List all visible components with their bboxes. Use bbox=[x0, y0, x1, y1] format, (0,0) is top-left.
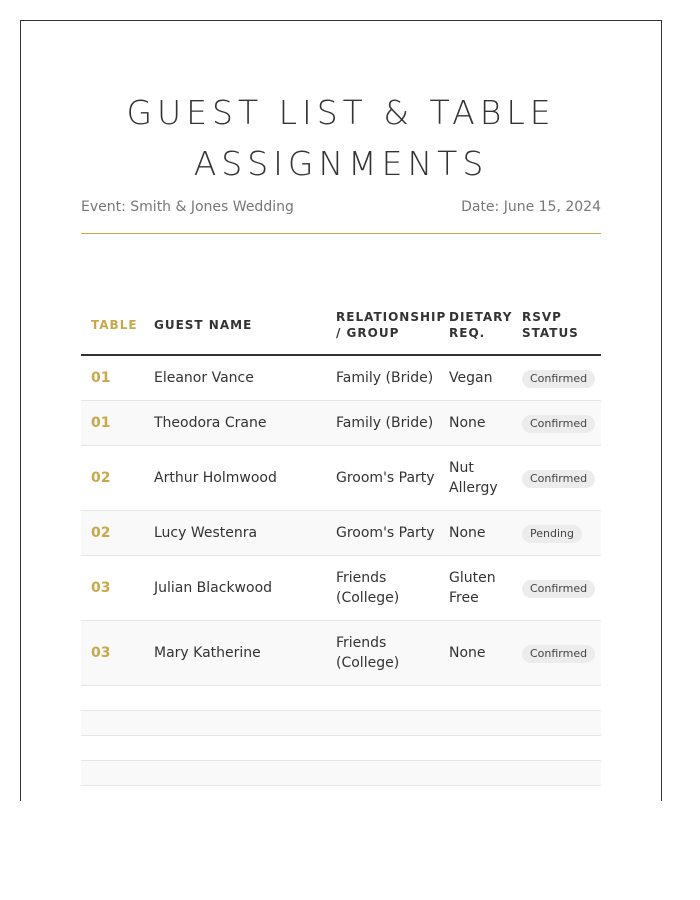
empty-cell bbox=[439, 761, 512, 786]
table-row bbox=[81, 511, 601, 556]
relationship bbox=[326, 401, 439, 446]
rsvp-cell bbox=[512, 355, 601, 401]
table-row bbox=[81, 401, 601, 446]
event-date: Date: June 15, 2024 bbox=[461, 199, 601, 215]
header-relationship bbox=[326, 296, 447, 355]
dietary bbox=[439, 446, 512, 511]
header-relationship-line2: / GROUP bbox=[336, 326, 400, 340]
empty-cell bbox=[512, 711, 601, 736]
empty-cell bbox=[326, 761, 439, 786]
empty-cell bbox=[144, 761, 326, 786]
relationship bbox=[326, 556, 439, 621]
rsvp-cell bbox=[512, 511, 601, 556]
empty-cell bbox=[439, 711, 512, 736]
page-title bbox=[81, 21, 601, 189]
empty-cell bbox=[144, 736, 326, 761]
empty-cell bbox=[326, 686, 439, 711]
empty-row bbox=[81, 711, 601, 736]
rsvp-cell bbox=[512, 401, 601, 446]
header-dietary-line2: REQ. bbox=[449, 326, 486, 340]
guest-name: Theodora Crane bbox=[144, 401, 326, 446]
guest-name: Mary Katherine bbox=[144, 621, 326, 686]
dietary-line1: None bbox=[449, 525, 486, 541]
dietary bbox=[439, 355, 512, 401]
empty-row bbox=[81, 761, 601, 786]
status-badge: Confirmed bbox=[522, 470, 595, 488]
status-badge: Confirmed bbox=[522, 415, 595, 433]
header-dietary bbox=[439, 296, 512, 355]
empty-cell bbox=[81, 736, 144, 761]
relationship-line1: Family (Bride) bbox=[336, 370, 434, 386]
dietary-line1: Vegan bbox=[449, 370, 493, 386]
header-rsvp-line1: RSVP bbox=[522, 310, 562, 324]
empty-cell bbox=[144, 686, 326, 711]
relationship-line1: Groom's Party bbox=[336, 525, 435, 541]
guest-name: Julian Blackwood bbox=[144, 556, 326, 621]
table-row bbox=[81, 355, 601, 401]
relationship-line1: Family (Bride) bbox=[336, 415, 434, 431]
relationship bbox=[326, 446, 439, 511]
relationship bbox=[326, 621, 439, 686]
status-badge: Pending bbox=[522, 525, 582, 543]
relationship-line1: Friends bbox=[336, 635, 387, 651]
empty-cell bbox=[81, 761, 144, 786]
table-number: 03 bbox=[81, 556, 144, 621]
guest-name: Arthur Holmwood bbox=[144, 446, 326, 511]
empty-cell bbox=[512, 736, 601, 761]
header-relationship-line1: RELATIONSHIP bbox=[336, 310, 447, 324]
gold-divider bbox=[81, 233, 601, 234]
relationship-line2: (College) bbox=[336, 655, 400, 671]
empty-cell bbox=[439, 736, 512, 761]
empty-row bbox=[81, 686, 601, 711]
relationship bbox=[326, 355, 439, 401]
dietary-line2: Allergy bbox=[449, 480, 498, 496]
event-meta bbox=[81, 199, 601, 219]
relationship-line1: Friends bbox=[336, 570, 387, 586]
status-badge: Confirmed bbox=[522, 370, 595, 388]
empty-cell bbox=[326, 711, 439, 736]
table-number: 02 bbox=[81, 446, 144, 511]
rsvp-cell bbox=[512, 446, 601, 511]
status-badge: Confirmed bbox=[522, 580, 595, 598]
document-page bbox=[20, 20, 662, 801]
guest-name: Lucy Westenra bbox=[144, 511, 326, 556]
event-name: Event: Smith & Jones Wedding bbox=[81, 199, 294, 215]
dietary-line1: None bbox=[449, 645, 486, 661]
table-row bbox=[81, 556, 601, 621]
dietary-line1: Gluten bbox=[449, 570, 496, 586]
guest-table bbox=[81, 296, 601, 786]
empty-cell bbox=[144, 711, 326, 736]
table-number: 01 bbox=[81, 355, 144, 401]
dietary bbox=[439, 511, 512, 556]
title-line-1: GUEST LIST & TABLE bbox=[126, 93, 556, 132]
table-number: 03 bbox=[81, 621, 144, 686]
header-guest-name: GUEST NAME bbox=[144, 296, 326, 355]
table-number: 01 bbox=[81, 401, 144, 446]
empty-cell bbox=[326, 736, 439, 761]
table-header-row bbox=[81, 296, 601, 355]
header-dietary-line1: DIETARY bbox=[449, 310, 513, 324]
dietary bbox=[439, 401, 512, 446]
guest-name: Eleanor Vance bbox=[144, 355, 326, 401]
rsvp-cell bbox=[512, 556, 601, 621]
relationship-line2: (College) bbox=[336, 590, 400, 606]
dietary bbox=[439, 556, 512, 621]
empty-row bbox=[81, 736, 601, 761]
rsvp-cell bbox=[512, 621, 601, 686]
empty-cell bbox=[439, 686, 512, 711]
table-row bbox=[81, 621, 601, 686]
empty-cell bbox=[81, 686, 144, 711]
header-rsvp-line2: STATUS bbox=[522, 326, 579, 340]
empty-cell bbox=[512, 686, 601, 711]
empty-cell bbox=[512, 761, 601, 786]
status-badge: Confirmed bbox=[522, 645, 595, 663]
title-line-2: ASSIGNMENTS bbox=[193, 144, 489, 183]
dietary-line2: Free bbox=[449, 590, 479, 606]
dietary-line1: Nut bbox=[449, 460, 474, 476]
header-rsvp bbox=[512, 296, 601, 355]
relationship-line1: Groom's Party bbox=[336, 470, 435, 486]
dietary-line1: None bbox=[449, 415, 486, 431]
header-table: TABLE bbox=[81, 296, 144, 355]
empty-cell bbox=[81, 711, 144, 736]
dietary bbox=[439, 621, 512, 686]
table-number: 02 bbox=[81, 511, 144, 556]
table-row bbox=[81, 446, 601, 511]
document-content bbox=[81, 21, 601, 786]
relationship bbox=[326, 511, 439, 556]
